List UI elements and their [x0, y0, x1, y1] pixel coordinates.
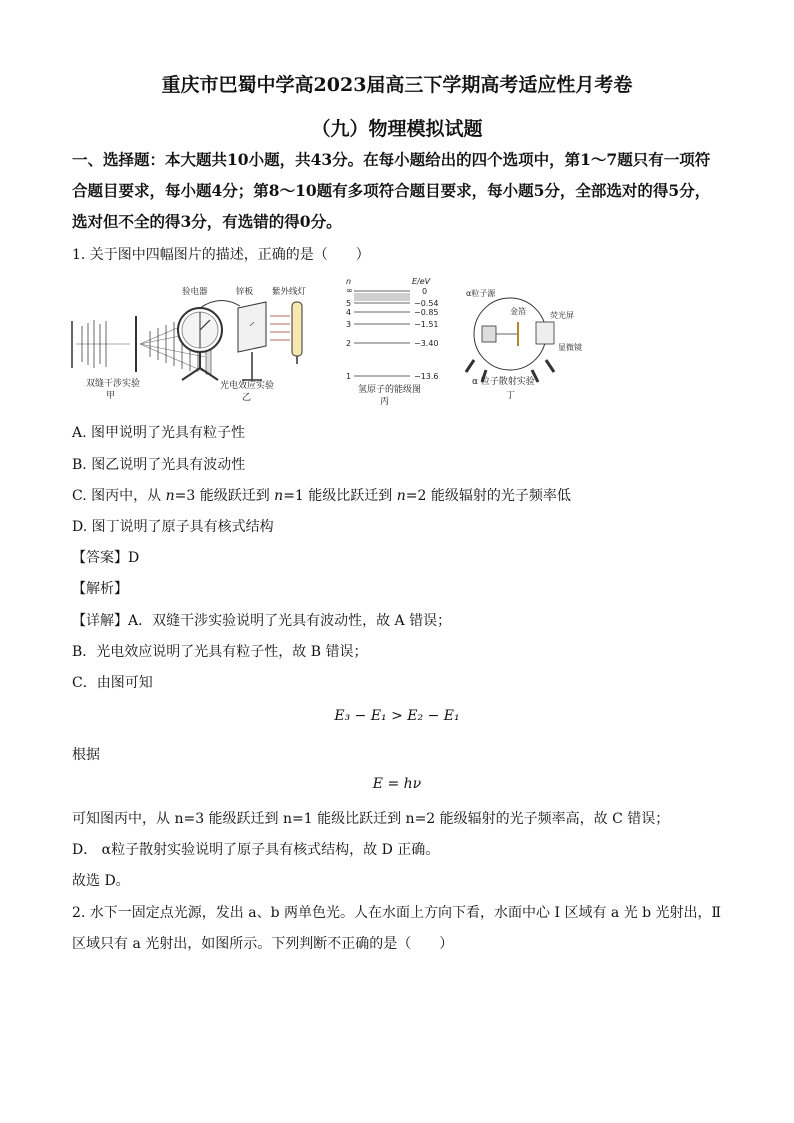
bing-caption: 氢原子的能级图: [358, 385, 422, 395]
page-title: 重庆市巴蜀中学高2023届高三下学期高考适应性月考卷: [161, 74, 633, 96]
bing-level-n: 1: [346, 372, 352, 381]
bing-level-e: −3.40: [414, 339, 439, 348]
ding-label-foil: 金箔: [510, 307, 526, 316]
detail-c: C．由图可知: [72, 675, 153, 691]
analysis-heading: 【解析】: [72, 581, 128, 597]
ding-label-source: α粒子源: [466, 289, 496, 298]
question-1-figure: [70, 276, 710, 416]
detail-a: 【详解】A．双缝干涉实验说明了光具有波动性，故 A 错误；: [72, 613, 452, 629]
option-a: A. 图甲说明了光具有粒子性: [72, 425, 246, 441]
ding-label-screen: 荧光屏: [550, 311, 574, 320]
bing-zero: 0: [422, 287, 428, 296]
bing-inf: ∞: [346, 286, 353, 295]
bing-level-n: 3: [346, 320, 352, 329]
bing-level-e: −0.85: [414, 308, 439, 317]
bing-level-n: 2: [346, 339, 352, 348]
jia-tag: 甲: [106, 391, 116, 401]
figure-yi: [178, 286, 307, 403]
yi-label-zinc: 锌板: [236, 287, 254, 297]
section-heading: 一、选择题：本大题共10小题，共43分。在每小题给出的四个选项中，第1～7题只有一项符合题目要求，每小题4分；第8～10题有多项符合题目要求，每小题5分，全部选对的得5分，选对但不全的得3分，有选错的得0分。: [72, 150, 711, 231]
question-2-line2: 区域只有 a 光射出，如图所示。下列判断不正确的是（ ）: [72, 936, 454, 952]
bing-tag: 丙: [380, 397, 390, 407]
formula-energy-compare: E₃ − E₁ > E₂ − E₁: [334, 708, 460, 724]
according-text: 根据: [72, 747, 100, 763]
ding-label-microscope: 显微镜: [558, 343, 582, 352]
detail-d: D． α粒子散射实验说明了原子具有核式结构，故 D 正确。: [72, 842, 440, 858]
question-1-stem: 1. 关于图中四幅图片的描述，正确的是（ ）: [72, 247, 370, 263]
answer: 【答案】D: [72, 550, 140, 566]
question-2-line1: 2. 水下一固定点光源，发出 a、b 两单色光。人在水面上方向下看，水面中心 I 区域有 a 光 b 光射出，Ⅱ: [72, 905, 722, 921]
jia-label: 双缝干涉实验: [86, 379, 141, 389]
formula-photon-energy: E = hν: [372, 776, 422, 792]
conclusion: 故选 D。: [72, 873, 130, 889]
bing-unit: E/eV: [412, 277, 431, 286]
ding-caption: α 粒子散射实验: [472, 377, 535, 387]
detail-c2: 可知图丙中，从 n=3 能级跃迁到 n=1 能级比跃迁到 n=2 能级辐射的光子频率高，故 C 错误；: [72, 811, 670, 827]
figure-bing: [346, 277, 439, 407]
detail-b: B．光电效应说明了光具有粒子性，故 B 错误；: [72, 644, 368, 660]
yi-label-uv-lamp: 紫外线灯: [272, 287, 307, 297]
bing-level-n: 4: [346, 308, 352, 317]
page-subtitle: （九）物理模拟试题: [311, 118, 483, 140]
yi-tag: 乙: [242, 393, 252, 403]
figure-ding: [466, 288, 582, 401]
bing-level-e: −1.51: [414, 320, 439, 329]
bing-level-e: −0.54: [414, 299, 439, 308]
bing-level-n: 5: [346, 299, 352, 308]
option-c: C. 图丙中，从 n=3 能级跃迁到 n=1 能级比跃迁到 n=2 能级辐射的光子频率低: [72, 488, 571, 504]
bing-level-e: −13.6: [414, 372, 439, 381]
ding-tag: 丁: [506, 391, 516, 401]
option-d: D. 图丁说明了原子具有核式结构: [72, 519, 274, 535]
option-b: B. 图乙说明了光具有波动性: [72, 457, 246, 473]
bing-n-label: n: [346, 277, 352, 286]
yi-label-electroscope: 验电器: [182, 287, 208, 297]
yi-caption: 光电效应实验: [220, 381, 275, 391]
